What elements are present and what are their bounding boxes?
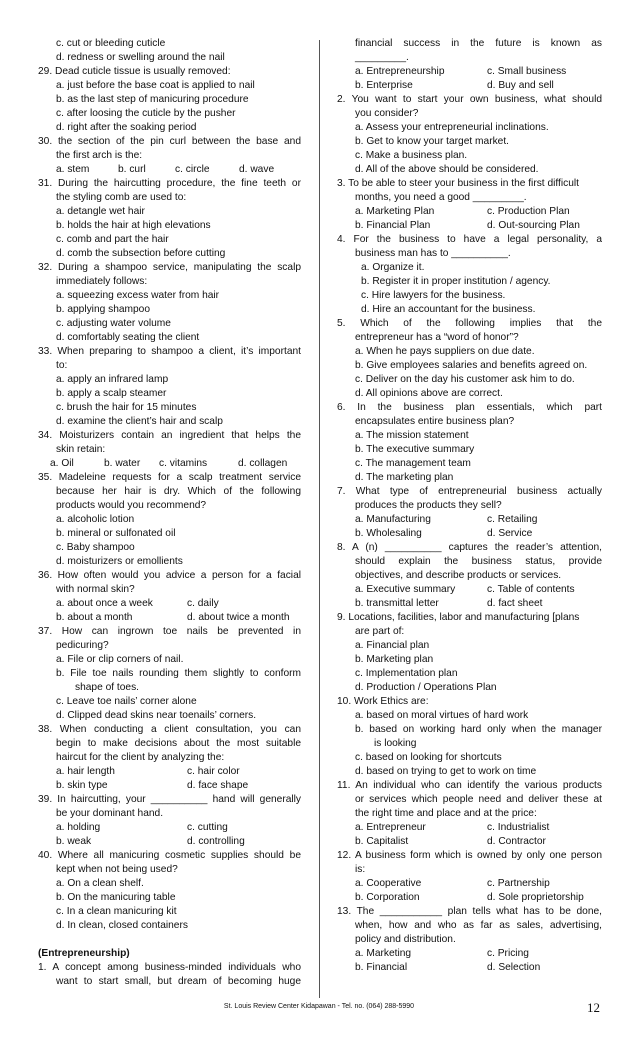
text-line: c. cut or bleeding cuticle [56, 38, 166, 49]
text-line: a. The mission statement [355, 430, 469, 441]
option-text: b. weak [56, 836, 92, 847]
text-line: b. based on working hard only when the manager [355, 724, 602, 735]
option-text: c. Small business [487, 66, 567, 77]
option-text: a. Marketing [355, 948, 412, 959]
text-line: 1. A concept among business-minded individuals who [38, 962, 301, 973]
option-row [337, 527, 602, 541]
text-line: c. adjusting water volume [56, 318, 171, 329]
text-line: products would you recommend? [56, 500, 207, 511]
text-line: is: [355, 864, 366, 875]
footer-text: St. Louis Review Center Kidapawan - Tel. no. (064) 288-5990 [223, 1003, 415, 1010]
option-text: a. hair length [56, 766, 115, 777]
option-text: d. face shape [187, 780, 249, 791]
option-text: c. Table of contents [487, 584, 575, 595]
text-line: 4. For the business to have a legal personality, a [337, 234, 602, 245]
option-text: b. about a month [56, 612, 133, 623]
option-row [337, 597, 602, 611]
text-line: business man has to __________. [355, 248, 511, 259]
page-footer [0, 1000, 638, 1016]
right-column [337, 37, 602, 975]
text-line: 3. To be able to steer your business in the first difficult [337, 178, 579, 189]
option-row [38, 163, 301, 177]
text-line: are part of: [355, 626, 405, 637]
text-line: objectives, and describe products or services. [355, 570, 562, 581]
option-text: d. collagen [238, 458, 288, 469]
text-line: a. Organize it. [361, 262, 425, 273]
option-text: a. about once a week [56, 598, 153, 609]
option-text: a. Cooperative [355, 878, 422, 889]
text-line: _________. [355, 52, 409, 63]
text-line: or services which people need and deliver these at [355, 794, 602, 805]
text-line: a. File or clip corners of nail. [56, 654, 184, 665]
text-line: b. Give employees salaries and benefits agreed on. [355, 360, 588, 371]
text-line: 32. During a shampoo service, manipulating the scalp [38, 262, 301, 273]
text-line: encapsulates entire business plan? [355, 416, 515, 427]
text-line: d. Production / Operations Plan [355, 682, 497, 693]
text-line: begin to make decisions about the most suitable [56, 738, 301, 749]
option-text: b. water [104, 458, 141, 469]
text-line: a. just before the base coat is applied to nail [56, 80, 255, 91]
option-row [38, 779, 301, 793]
text-line: b. apply a scalp steamer [56, 388, 167, 399]
option-text: b. Corporation [355, 892, 420, 903]
text-line: c. brush the hair for 15 minutes [56, 402, 197, 413]
text-line: 6. In the business plan essentials, which part [337, 402, 602, 413]
text-line: pedicuring? [56, 640, 109, 651]
text-line: 9. Locations, facilities, labor and manufacturing [plans [337, 612, 580, 623]
text-line: d. moisturizers or emollients [56, 556, 183, 567]
option-row [337, 947, 602, 961]
text-line: b. File toe nails rounding them slightly to conform [56, 668, 301, 679]
option-row [337, 583, 602, 597]
option-text: d. about twice a month [187, 612, 290, 623]
option-text: d. controlling [187, 836, 245, 847]
option-text: b. Capitalist [355, 836, 409, 847]
text-line: c. In a clean manicuring kit [56, 906, 177, 917]
option-row [337, 891, 602, 905]
text-line: b. Register it in proper institution / agency. [361, 276, 551, 287]
text-line: c. Deliver on the day his customer ask him to do. [355, 374, 575, 385]
column-divider [319, 40, 320, 998]
option-text: c. Industrialist [487, 822, 550, 833]
option-text: a. stem [56, 164, 90, 175]
text-line: b. Marketing plan [355, 654, 434, 665]
text-line: be your dominant hand. [56, 808, 164, 819]
option-text: c. Partnership [487, 878, 550, 889]
text-line: skin retain: [56, 444, 106, 455]
text-line: produces the products they sell? [355, 500, 502, 511]
option-text: c. vitamins [159, 458, 208, 469]
text-line: because her hair is dry. Which of the following [56, 486, 301, 497]
text-line: c. comb and part the hair [56, 234, 169, 245]
text-line: shape of toes. [75, 682, 140, 693]
option-row [337, 79, 602, 93]
option-row [337, 821, 602, 835]
text-line: d. All of the above should be considered. [355, 164, 539, 175]
option-text: a. holding [56, 822, 101, 833]
option-row [38, 611, 301, 625]
text-line: b. holds the hair at high elevations [56, 220, 211, 231]
text-line: a. based on moral virtues of hard work [355, 710, 529, 721]
text-line: b. The executive summary [355, 444, 475, 455]
page-number: 12 [587, 1000, 600, 1015]
text-line: 12. A business form which is owned by only one person [337, 850, 602, 861]
text-line: b. mineral or sulfonated oil [56, 528, 176, 539]
option-row [337, 835, 602, 849]
text-line: 11. An individual who can identify the various products [337, 780, 602, 791]
option-row [38, 835, 301, 849]
option-row [337, 65, 602, 79]
text-line: 38. When conducting a client consultation, you can [38, 724, 301, 735]
option-text: a. Oil [50, 458, 74, 469]
text-line: b. as the last step of manicuring procedure [56, 94, 249, 105]
text-line: 30. the section of the pin curl between the base and [38, 136, 301, 147]
text-line: want to start small, but dream of becoming huge [56, 976, 301, 987]
text-line: financial success in the future is known as [355, 38, 602, 49]
text-line: when, how and who as far as sales, advertising, [355, 920, 602, 931]
option-row [38, 765, 301, 779]
text-line: a. squeezing excess water from hair [56, 290, 220, 301]
option-text: c. Pricing [487, 948, 529, 959]
text-line: a. apply an infrared lamp [56, 374, 169, 385]
text-line: a. detangle wet hair [56, 206, 145, 217]
text-line: b. applying shampoo [56, 304, 151, 315]
option-text: c. Production Plan [487, 206, 570, 217]
text-line: d. comfortably seating the client [56, 332, 200, 343]
option-text: c. cutting [187, 822, 228, 833]
option-text: d. Selection [487, 962, 541, 973]
option-row [337, 877, 602, 891]
text-line: 35. Madeleine requests for a scalp treatment service [38, 472, 301, 483]
option-text: d. Out-sourcing Plan [487, 220, 580, 231]
text-line: 10. Work Ethics are: [337, 696, 429, 707]
text-line: d. redness or swelling around the nail [56, 52, 225, 63]
text-line: d. Clipped dead skins near toenails’ corners. [56, 710, 257, 721]
text-line: a. Assess your entrepreneurial inclinations. [355, 122, 549, 133]
option-text: c. Retailing [487, 514, 538, 525]
option-text: a. Executive summary [355, 584, 456, 595]
text-line: kept when not being used? [56, 864, 178, 875]
text-line: 40. Where all manicuring cosmetic supplies should be [38, 850, 301, 861]
option-text: d. Contractor [487, 836, 546, 847]
text-line: 34. Moisturizers contain an ingredient that helps the [38, 430, 301, 441]
option-text: a. Manufacturing [355, 514, 431, 525]
text-line: the styling comb are used to: [56, 192, 187, 203]
text-line: c. Implementation plan [355, 668, 458, 679]
text-line: to: [56, 360, 68, 371]
option-text: d. Buy and sell [487, 80, 554, 91]
section-gap [38, 933, 301, 947]
option-text: a. Marketing Plan [355, 206, 435, 217]
text-line: 36. How often would you advice a person for a facial [38, 570, 301, 581]
section-heading: (Entrepreneurship) [38, 948, 130, 959]
text-line: haircut for the client by analyzing the: [56, 752, 225, 763]
option-text: a. Entrepreneurship [355, 66, 445, 77]
option-text: c. daily [187, 598, 219, 609]
option-row [38, 821, 301, 835]
option-text: b. Wholesaling [355, 528, 422, 539]
option-text: d. Service [487, 528, 533, 539]
text-line: c. Make a business plan. [355, 150, 468, 161]
option-row [337, 961, 602, 975]
option-text: a. Entrepreneur [355, 822, 426, 833]
option-text: b. skin type [56, 780, 108, 791]
text-line: d. examine the client’s hair and scalp [56, 416, 223, 427]
text-line: a. Financial plan [355, 640, 430, 651]
option-text: b. transmittal letter [355, 598, 439, 609]
option-row [337, 219, 602, 233]
text-line: c. The management team [355, 458, 471, 469]
option-text: b. Financial [355, 962, 408, 973]
text-line: a. alcoholic lotion [56, 514, 135, 525]
text-line: 37. How can ingrown toe nails be prevented in [38, 626, 301, 637]
left-column [38, 37, 301, 989]
text-line: the right time and place and at the price: [355, 808, 537, 819]
option-row [38, 597, 301, 611]
text-line: 39. In haircutting, your __________ hand will generally [38, 794, 301, 805]
text-line: is looking [374, 738, 417, 749]
text-line: 7. What type of entrepreneurial business actually [337, 486, 602, 497]
text-line: 31. During the haircutting procedure, the fine teeth or [38, 178, 301, 189]
text-line: 29. Dead cuticle tissue is usually removed: [38, 66, 231, 77]
text-line: d. All opinions above are correct. [355, 388, 503, 399]
option-text: b. curl [118, 164, 146, 175]
option-text: b. Enterprise [355, 80, 413, 91]
option-row [38, 457, 301, 471]
text-line: d. Hire an accountant for the business. [361, 304, 536, 315]
option-text: d. Sole proprietorship [487, 892, 584, 903]
text-line: 2. You want to start your own business, what should [337, 94, 602, 105]
text-line: policy and distribution. [355, 934, 456, 945]
option-text: c. hair color [187, 766, 240, 777]
text-line: you consider? [355, 108, 419, 119]
option-text: d. fact sheet [487, 598, 543, 609]
text-line: c. based on looking for shortcuts [355, 752, 502, 763]
text-line: immediately follows: [56, 276, 148, 287]
text-line: d. based on trying to get to work on time [355, 766, 537, 777]
text-line: b. Get to know your target market. [355, 136, 510, 147]
text-line: a. When he pays suppliers on due date. [355, 346, 535, 357]
text-line: c. after loosing the cuticle by the pusher [56, 108, 236, 119]
text-line: d. The marketing plan [355, 472, 454, 483]
text-line: entrepreneur has a “word of honor”? [355, 332, 519, 343]
option-text: d. wave [239, 164, 275, 175]
option-text: c. circle [175, 164, 210, 175]
text-line: 13. The ___________ plan tells what has to be done, [337, 906, 602, 917]
text-line: the first arch is the: [56, 150, 143, 161]
text-line: 8. A (n) __________ captures the reader’s attention, [337, 542, 602, 553]
text-line: c. Leave toe nails’ corner alone [56, 696, 197, 707]
text-line: months, you need a good _________. [355, 192, 527, 203]
text-line: 5. Which of the following implies that the [337, 318, 602, 329]
text-line: d. In clean, closed containers [56, 920, 188, 931]
text-line: c. Baby shampoo [56, 542, 135, 553]
text-line: with normal skin? [56, 584, 135, 595]
text-line: d. comb the subsection before cutting [56, 248, 226, 259]
option-text: b. Financial Plan [355, 220, 431, 231]
option-row [337, 513, 602, 527]
option-row [337, 205, 602, 219]
text-line: b. On the manicuring table [56, 892, 176, 903]
text-line: a. On a clean shelf. [56, 878, 144, 889]
text-line: d. right after the soaking period [56, 122, 197, 133]
text-line: c. Hire lawyers for the business. [361, 290, 506, 301]
text-line: 33. When preparing to shampoo a client, it’s important [38, 346, 301, 357]
text-line: should explain the business status, provide [355, 556, 602, 567]
